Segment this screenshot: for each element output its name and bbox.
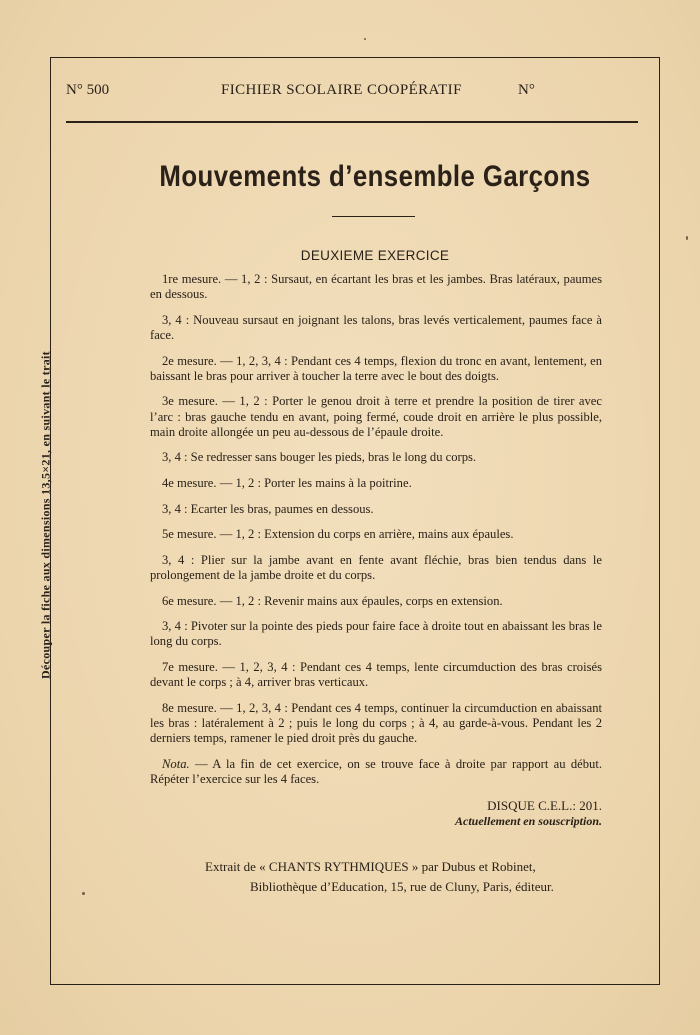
disque-reference: DISQUE C.E.L.: 201. [487, 797, 602, 813]
instruction-paragraph: 3, 4 : Plier sur la jambe avant en fente avant fléchie, bras bien tendus dans le prolongement de la jambe droite et du corps. [150, 552, 602, 582]
souscription-note: Actuellement en souscription. [454, 813, 602, 828]
instruction-paragraph: 4e mesure. — 1, 2 : Porter les mains à la poitrine. [162, 475, 412, 490]
instruction-paragraph: 3, 4 : Pivoter sur la pointe des pieds pour faire face à droite tout en abaissant les bras le long du corps. [150, 619, 602, 649]
paper-speck [364, 38, 366, 40]
nota-label: Nota. [162, 756, 190, 771]
exercise-subtitle: DEUXIEME EXERCICE [300, 248, 450, 263]
nota-text: — A la fin de cet exercice, on se trouve face à droite par rapport au début. Répéter l’exercice sur les 4 faces. [150, 756, 602, 786]
paper-speck [82, 892, 85, 895]
footer-line-1: Extrait de « CHANTS RYTHMIQUES » par Dubus et Robinet, [205, 859, 536, 874]
title-divider [332, 216, 415, 217]
card-number: N° 500 [66, 82, 110, 98]
header-divider [66, 121, 638, 123]
instruction-paragraph: 8e mesure. — 1, 2, 3, 4 : Pendant ces 4 temps, continuer la circumduction en abaissant les bras : latéralement à 2 ; puis le long du corps ; à 4, au garde-à-vous. Pendant les 2 derniers temps, ramener le pied droit près du gauche. [150, 700, 602, 746]
instruction-paragraph: 6e mesure. — 1, 2 : Revenir mains aux épaules, corps en extension. [162, 593, 503, 608]
instruction-paragraph: 3, 4 : Nouveau sursaut en joignant les talons, bras levés verticalement, paumes face à face. [150, 312, 602, 342]
cutting-instruction: Découper la fiche aux dimensions 13,5×21, en suivant le trait [38, 351, 53, 679]
source-footer [205, 857, 605, 897]
instructions-body [150, 272, 602, 829]
footer-line-2: Bibliothèque d’Education, 15, rue de Cluny, Paris, éditeur. [250, 879, 554, 894]
instruction-paragraph: 2e mesure. — 1, 2, 3, 4 : Pendant ces 4 temps, flexion du tronc en avant, lentement, en baissant le bras pour arriver à toucher la terre avec le bout des doigts. [150, 353, 602, 383]
paper-speck [686, 236, 688, 240]
instruction-paragraph: 5e mesure. — 1, 2 : Extension du corps en arrière, mains aux épaules. [162, 527, 514, 542]
nota-paragraph [150, 757, 602, 787]
instruction-paragraph: 1re mesure. — 1, 2 : Sursaut, en écartant les bras et les jambes. Bras latéraux, paumes en dessous. [150, 272, 602, 302]
instruction-paragraph: 7e mesure. — 1, 2, 3, 4 : Pendant ces 4 temps, lente circumduction des bras croisés devant le corps ; à 4, arriver bras verticaux. [150, 659, 602, 690]
card-number-blank: N° [518, 82, 535, 98]
instruction-paragraph: 3, 4 : Ecarter les bras, paumes en dessous. [162, 501, 374, 516]
collection-title: FICHIER SCOLAIRE COOPÉRATIF [221, 82, 462, 98]
page-title: Mouvements d’ensemble Garçons [159, 160, 591, 193]
instruction-paragraph: 3e mesure. — 1, 2 : Porter le genou droit à terre et prendre la position de tirer avec l’arc : bras gauche tendu en avant, poing fermé, coude droit en arrière le plus possible, main droite allongée un peu au-dessous de l’épaule droite. [150, 394, 602, 439]
header [66, 82, 638, 104]
instruction-paragraph: 3, 4 : Se redresser sans bouger les pieds, bras le long du corps. [162, 450, 477, 465]
